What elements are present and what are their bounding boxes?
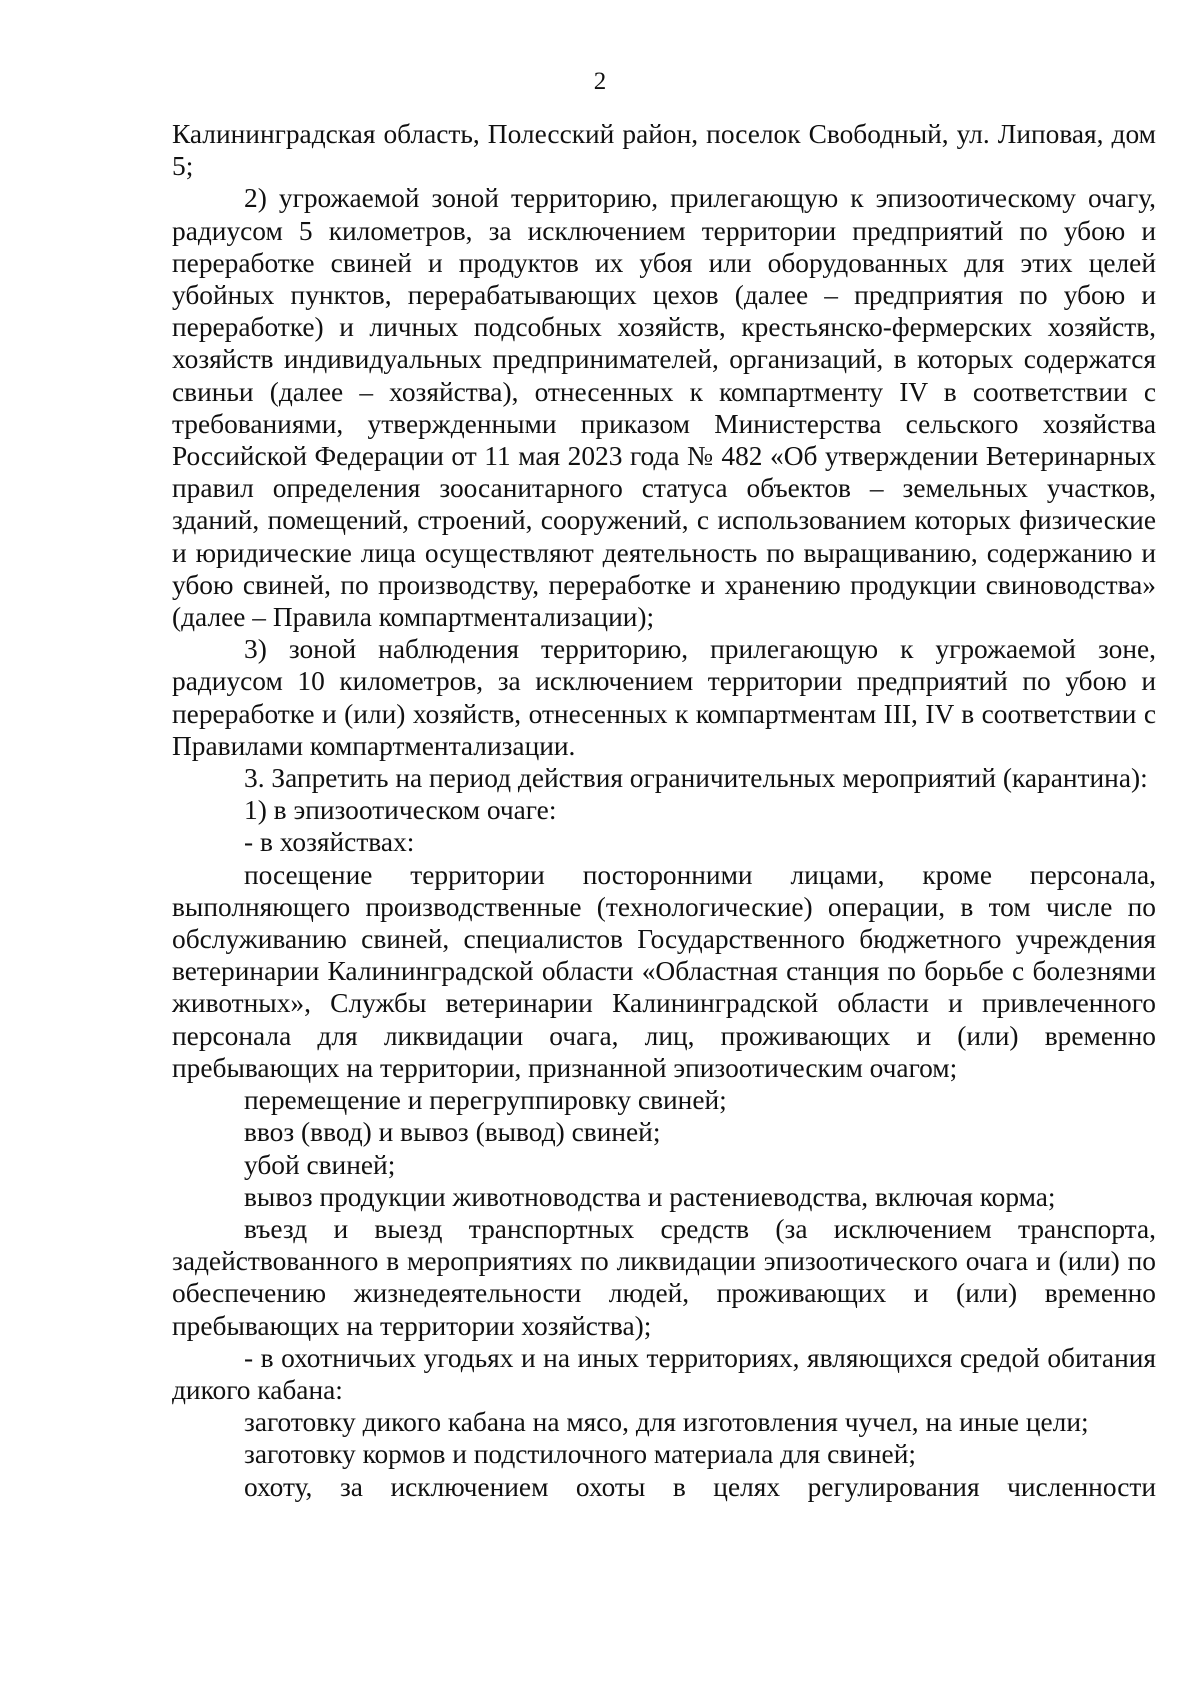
paragraph-visiting: посещение территории посторонними лицами, кроме персонала, выполняющего производственные (технологические) операции, в том числе по обслуживанию свиней, специалистов Государственного бюджетного учреждения ветеринарии Калининградской области «Областная станция по борьбе с болезнями животных», Службы ветеринарии Калининградской области и привлеченного персонала для ликвидации очага, лиц, проживающих и (или) временно пребывающих на территории, признанной эпизоотическим очагом; — [172, 859, 1156, 1083]
paragraph-feed-harvest: заготовку кормов и подстилочного материала для свиней; — [244, 1439, 916, 1470]
paragraph-threatened-zone: 2) угрожаемой зоной территорию, прилегающую к эпизоотическому очагу, радиусом 5 километров, за исключением территории предприятий по убою и переработке свиней и продуктов их убоя или оборудованных для этих целей убойных пунктов, перерабатывающих цехов (далее – предприятия по убою и переработке) и личных подсобных хозяйств, крестьянско-фермерских хозяйств, хозяйств индивидуальных предпринимателей, организаций, в которых содержатся свиньи (далее – хозяйства), отнесенных к компартменту IV в соответствии с требованиями, утвержденными приказом Министерства сельского хозяйства Российской Федерации от 11 мая 2023 года № 482 «Об утверждении Ветеринарных правил определения зоосанитарного статуса объектов – земельных участков, зданий, помещений, строений, сооружений, с использованием которых физические и юридические лица осуществляют деятельность по выращиванию, содержанию и убою свиней, по производству, переработке и хранению продукции свиноводства» (далее – Правила компартментализации); — [172, 183, 1156, 633]
paragraph-hunting: охоту, за исключением охоты в целях регулирования численности — [244, 1471, 1156, 1502]
paragraph-observation-zone: 3) зоной наблюдения территорию, прилегающую к угрожаемой зоне, радиусом 10 километров, за исключением территории предприятий по убою и переработке и (или) хозяйств, отнесенных к компартментам III, IV в соответствии с Правилами компартментализации. — [172, 634, 1156, 761]
paragraph-prohibit: 3. Запретить на период действия ограничительных мероприятий (карантина): — [244, 763, 1148, 794]
paragraph-movement: перемещение и перегруппировку свиней; — [244, 1085, 727, 1116]
paragraph-import-export: ввоз (ввод) и вывоз (вывод) свиней; — [244, 1117, 661, 1148]
paragraph-address: Калининградская область, Полесский район, поселок Свободный, ул. Липовая, дом 5; — [172, 119, 1156, 182]
page-number: 2 — [593, 68, 607, 95]
paragraph-in-farms: - в хозяйствах: — [244, 827, 415, 858]
paragraph-boar-harvest: заготовку дикого кабана на мясо, для изготовления чучел, на иные цели; — [244, 1407, 1089, 1438]
paragraph-vehicles: въезд и выезд транспортных средств (за исключением транспорта, задействованного в мероприятиях по ликвидации эпизоотического очага и (или) по обеспечению жизнедеятельности людей, проживающих и (или) временно пребывающих на территории хозяйства); — [172, 1213, 1156, 1341]
paragraph-export-products: вывоз продукции животноводства и растениеводства, включая корма; — [244, 1181, 1056, 1212]
paragraph-slaughter: убой свиней; — [244, 1149, 396, 1180]
document-body — [172, 118, 1156, 1503]
paragraph-in-focus: 1) в эпизоотическом очаге: — [244, 795, 557, 826]
paragraph-hunting-grounds: - в охотничьих угодьях и на иных территориях, являющихся средой обитания дикого кабана: — [172, 1342, 1156, 1405]
